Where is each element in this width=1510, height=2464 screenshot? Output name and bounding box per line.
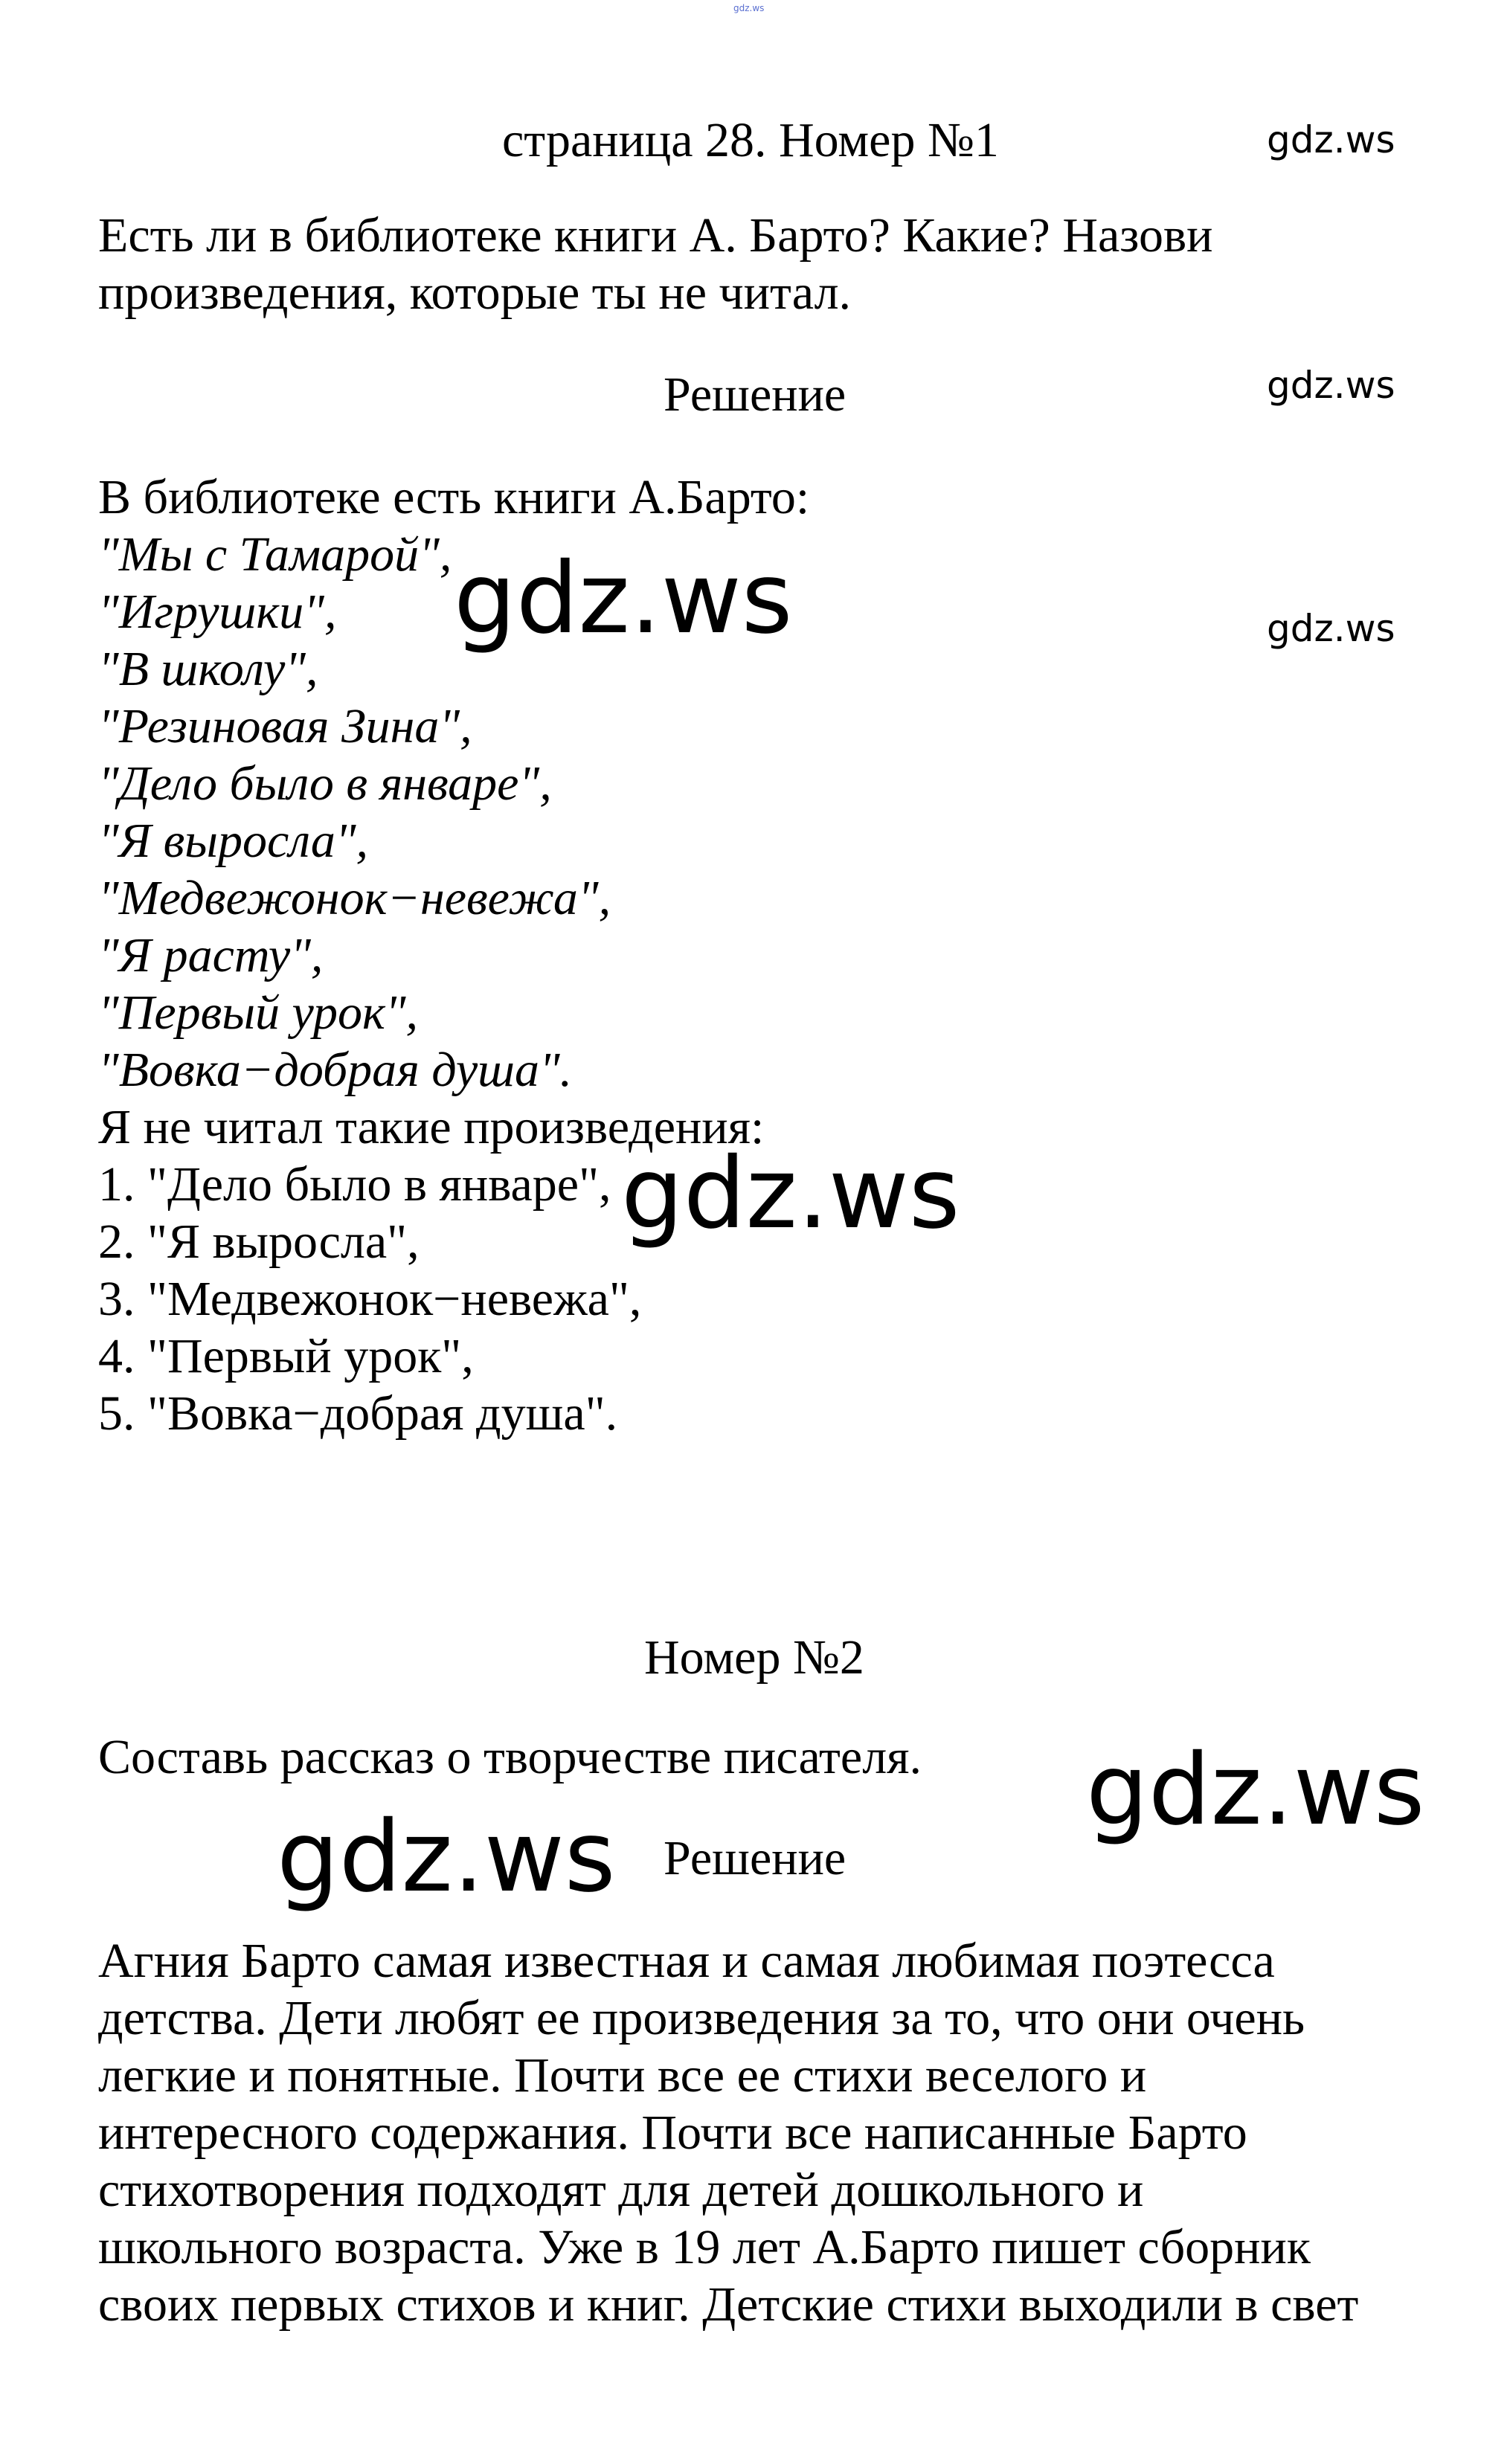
task2-answer xyxy=(98,1932,1358,2333)
book-item: "Медвежонок−невежа", xyxy=(98,871,611,925)
book-item: "Я выросла", xyxy=(98,814,369,868)
watermark-small-2: gdz.ws xyxy=(1267,364,1395,407)
not-read-item: 5. "Вовка−добрая душа". xyxy=(98,1386,618,1441)
watermark-small-1: gdz.ws xyxy=(1267,118,1395,161)
watermark-big-2: gdz.ws xyxy=(621,1136,960,1251)
answer-line: интересного содержания. Почти все написанные Барто xyxy=(98,2106,1247,2160)
question-line: произведения, которые ты не читал. xyxy=(98,266,852,320)
watermark-big-4: gdz.ws xyxy=(277,1800,616,1914)
book-item: "Мы с Тамарой", xyxy=(98,527,452,582)
watermark-big-3: gdz.ws xyxy=(1086,1733,1425,1847)
question-line: Есть ли в библиотеке книги А. Барто? Какие? Назови xyxy=(98,208,1213,263)
task1-question xyxy=(98,207,1212,321)
answer-line: школьного возраста. Уже в 19 лет А.Барто пишет сборник xyxy=(98,2220,1311,2274)
answer-line: стихотворения подходят для детей дошкольного и xyxy=(98,2163,1144,2217)
book-item: "В школу", xyxy=(98,642,318,696)
not-read-item: 4. "Первый урок", xyxy=(98,1329,474,1383)
answer-line: легкие и понятные. Почти все ее стихи веселого и xyxy=(98,2048,1147,2103)
book-item: "Первый урок", xyxy=(98,985,419,1040)
book-item: "Я расту", xyxy=(98,928,324,982)
task2-question: Составь рассказ о творчестве писателя. xyxy=(98,1730,922,1784)
task2-title: Номер №2 xyxy=(644,1630,864,1685)
top-watermark: gdz.ws xyxy=(733,3,765,13)
answer-line: своих первых стихов и книг. Детские стихи выходили в свет xyxy=(98,2277,1359,2332)
book-item: "Резиновая Зина", xyxy=(98,699,472,753)
watermark-big-1: gdz.ws xyxy=(454,541,793,656)
answer-line: детства. Дети любят ее произведения за то, что они очень xyxy=(98,1991,1305,2045)
book-item: "Вовка−добрая душа". xyxy=(98,1043,573,1097)
not-read-item: 2. "Я выросла", xyxy=(98,1215,420,1269)
solution-heading-2: Решение xyxy=(664,1831,846,1885)
book-item: "Дело было в январе", xyxy=(98,756,552,811)
not-read-item: 3. "Медвежонок−невежа", xyxy=(98,1272,642,1326)
answer-line: Агния Барто самая известная и самая любимая поэтесса xyxy=(98,1934,1275,1988)
books-intro: В библиотеке есть книги А.Барто: xyxy=(98,470,810,524)
not-read-intro: Я не читал такие произведения: xyxy=(98,1100,765,1154)
book-item: "Игрушки", xyxy=(98,585,337,639)
solution-heading-1: Решение xyxy=(664,367,846,422)
not-read-item: 1. "Дело было в январе", xyxy=(98,1157,611,1212)
page-title: страница 28. Номер №1 xyxy=(502,113,999,167)
watermark-small-3: gdz.ws xyxy=(1267,607,1395,650)
